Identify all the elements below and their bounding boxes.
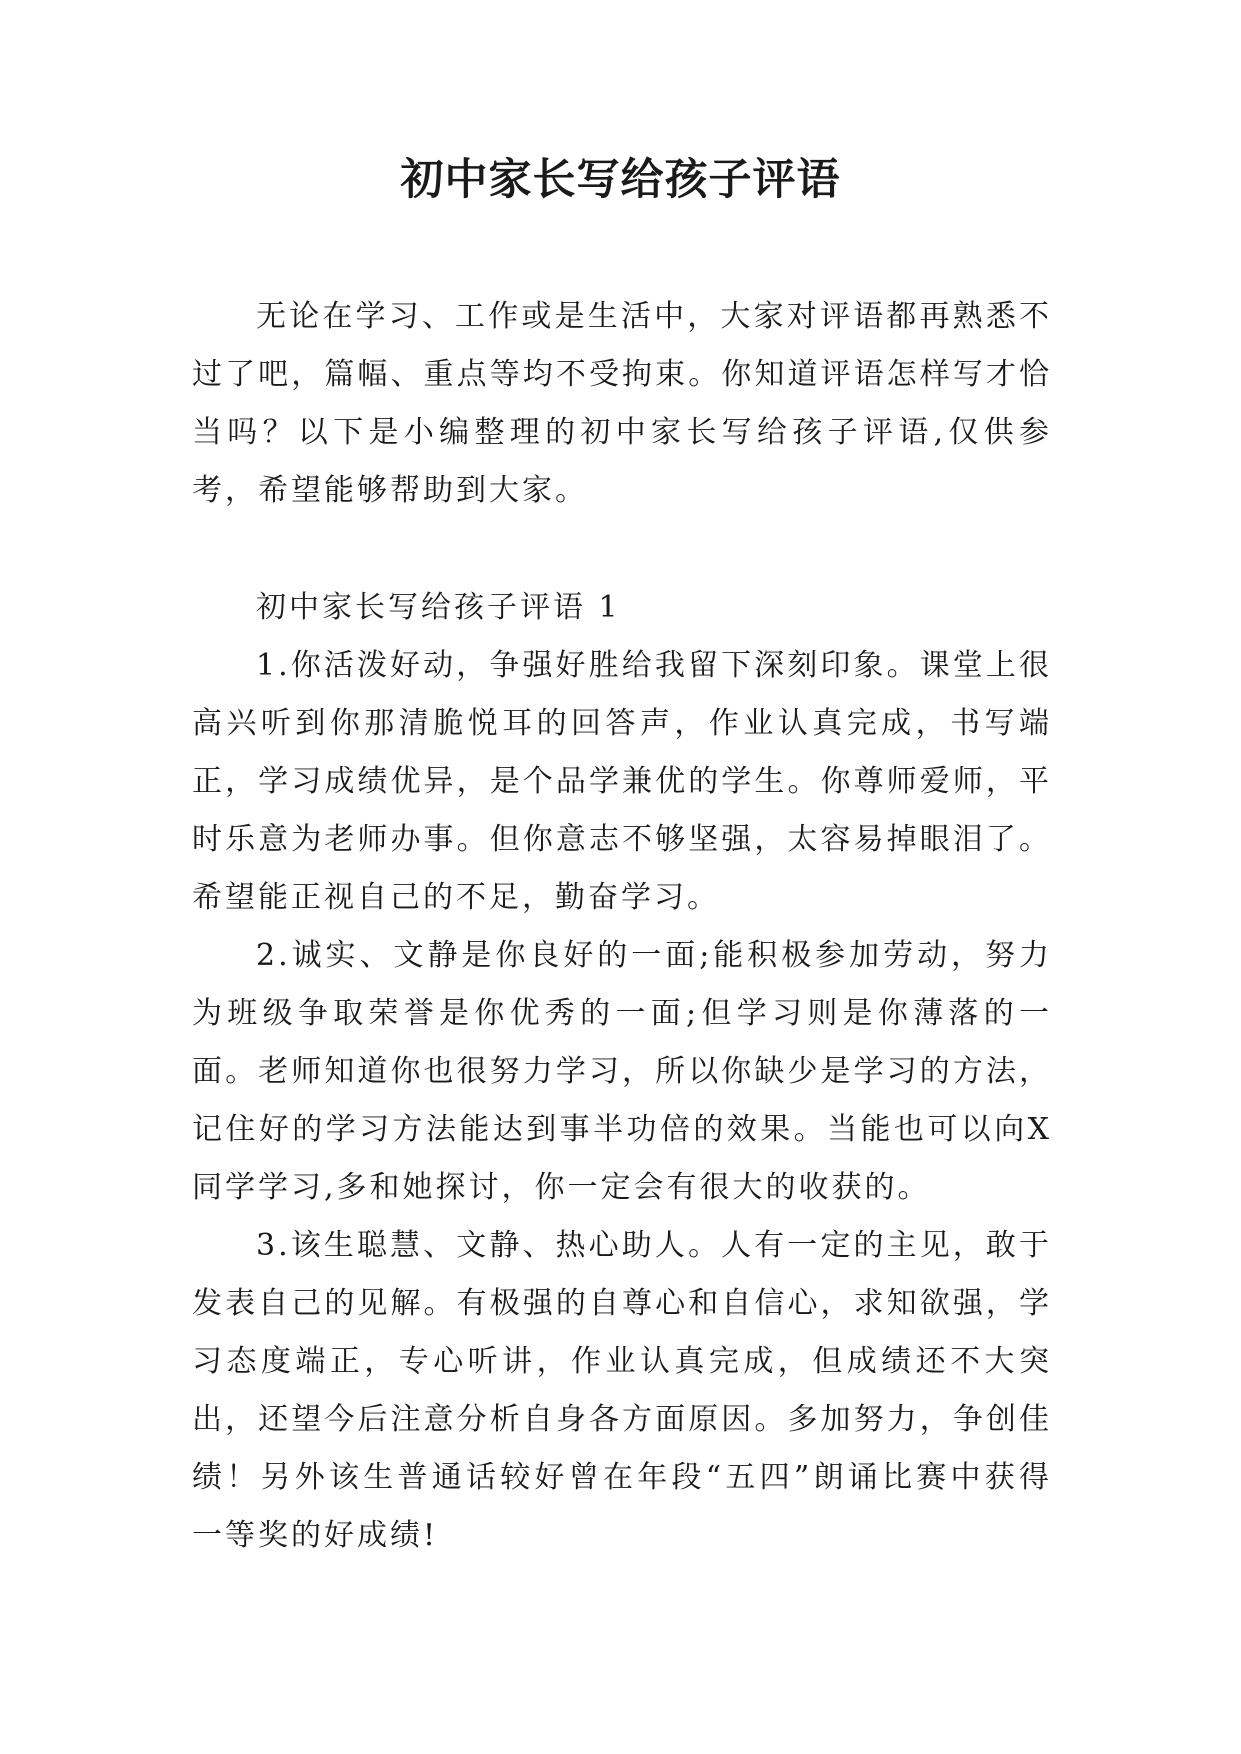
intro-paragraph: 无论在学习、工作或是生活中，大家对评语都再熟悉不过了吧，篇幅、重点等均不受拘束。你知道评语怎样写才恰当吗？以下是小编整理的初中家长写给孩子评语,仅供参考，希望能够帮助到大家。 (192, 299, 1052, 508)
comment-paragraph-2: 2.诚实、文静是你良好的一面;能积极参加劳动，努力为班级争取荣誉是你优秀的一面;但学习则是你薄落的一面。老师知道你也很努力学习，所以你缺少是学习的方法，记住好的学习方法能达到事半功倍的效果。当能也可以向X同学学习,多和她探讨，你一定会有很大的收获的。 (192, 938, 1052, 1205)
document-title: 初中家长写给孩子评语 (400, 155, 841, 205)
section-heading: 初中家长写给孩子评语 1 (256, 590, 621, 625)
comment-paragraph-3: 3.该生聪慧、文静、热心助人。人有一定的主见，敢于发表自己的见解。有极强的自尊心和自信心，求知欲强，学习态度端正，专心听讲，作业认真完成，但成绩还不大突出，还望今后注意分析自身各方面原因。多加努力，争创佳绩！另外该生普通话较好曾在年段“五四”朗诵比赛中获得一等奖的好成绩! (192, 1228, 1052, 1553)
comment-paragraph-1: 1.你活泼好动，争强好胜给我留下深刻印象。课堂上很高兴听到你那清脆悦耳的回答声，作业认真完成，书写端正，学习成绩优异，是个品学兼优的学生。你尊师爱师，平时乐意为老师办事。但你意志不够坚强，太容易掉眼泪了。希望能正视自己的不足，勤奋学习。 (192, 648, 1052, 915)
